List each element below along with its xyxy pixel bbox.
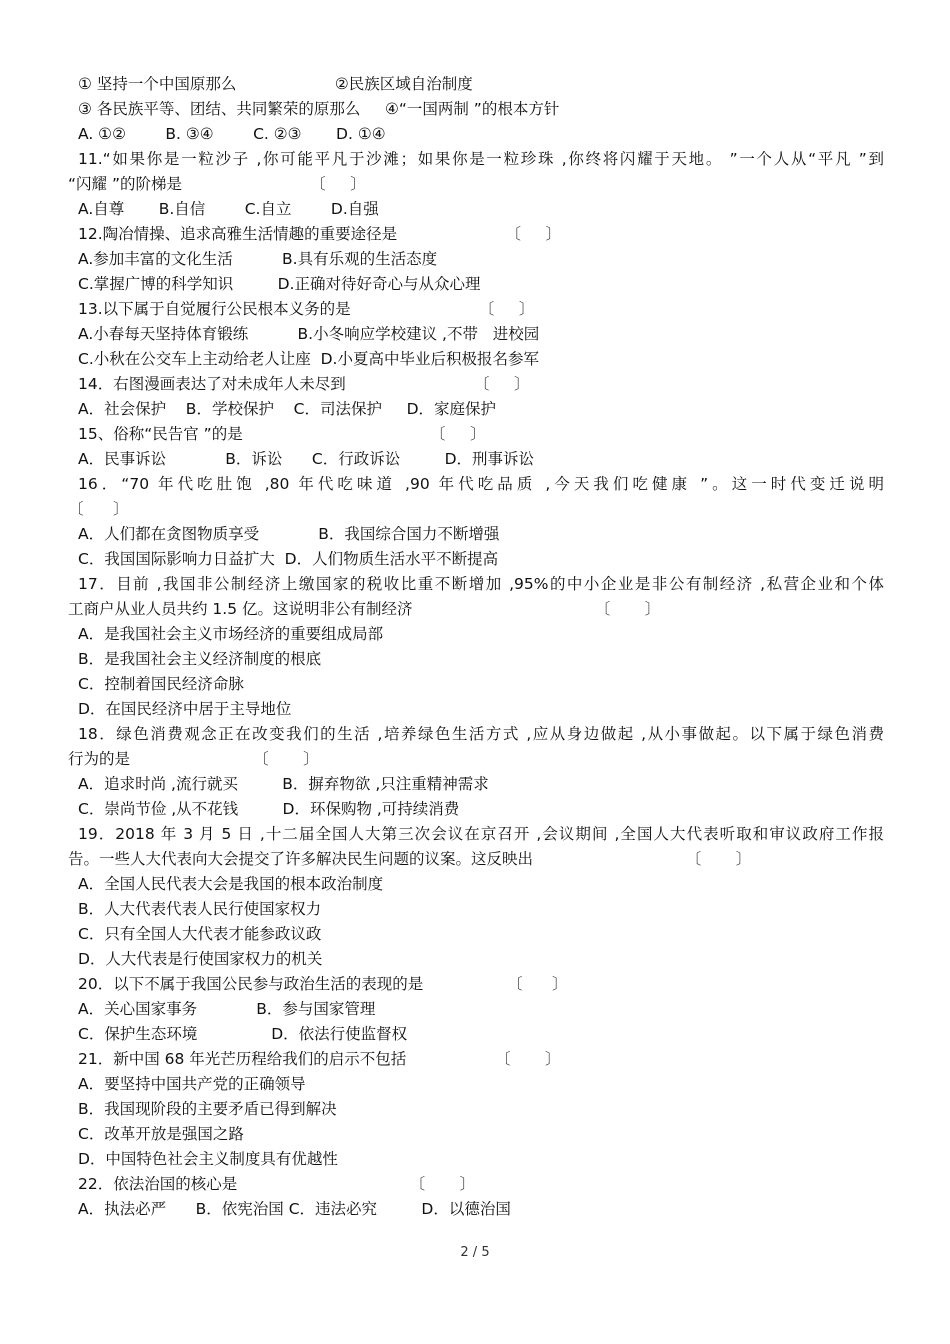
text-line: 11.“如果你是一粒沙子 ,你可能平凡于沙滩；如果你是一粒珍珠 ,你终将闪耀于天地。 ”一个人从“平凡 ”到 — [78, 150, 884, 168]
text-line: C.掌握广博的科学知识 D.正确对待好奇心与从众心理 — [78, 275, 481, 293]
text-line: 16．“70 年代吃肚饱 ,80 年代吃味道 ,90 年代吃品质 ,今天我们吃健康 ”。这一时代变迁说明 — [78, 475, 884, 493]
text-line: 告。一些人大代表向大会提交了许多解决民生问题的议案。这反映出 〔 〕 — [68, 850, 752, 868]
text-line: 〔 〕 — [68, 500, 129, 518]
text-line: A．社会保护 B．学校保护 C．司法保护 D．家庭保护 — [78, 400, 497, 418]
text-line: “闪耀 ”的阶梯是 〔 〕 — [68, 175, 366, 193]
text-line: D．在国民经济中居于主导地位 — [78, 700, 292, 718]
text-line: 14．右图漫画表达了对未成年人未尽到 〔 〕 — [78, 375, 530, 393]
text-line: ③ 各民族平等、团结、共同繁荣的原那么 ④“一国两制 ”的根本方针 — [78, 100, 560, 118]
text-line: 12.陶冶情操、追求高雅生活情趣的重要途径是 〔 〕 — [78, 225, 562, 243]
text-line: A.小春每天坚持体育锻练 B.小冬响应学校建议 ,不带 进校园 — [78, 325, 540, 343]
page-number: 2 / 5 — [460, 1245, 490, 1260]
text-line: ① 坚持一个中国原那么 ②民族区域自治制度 — [78, 75, 473, 93]
text-line: A．人们都在贪图物质享受 B．我国综合国力不断增强 — [78, 525, 500, 543]
text-line: C．我国国际影响力日益扩大 D．人们物质生活水平不断提高 — [78, 550, 499, 568]
text-line: 18．绿色消费观念正在改变我们的生活 ,培养绿色生活方式 ,应从身边做起 ,从小事做起。以下属于绿色消费 — [78, 725, 884, 743]
text-line: 19．2018 年 3 月 5 日 ,十二届全国人大第三次会议在京召开 ,会议期间 ,全国人大代表听取和审议政府工作报 — [78, 825, 884, 843]
text-line: A．民事诉讼 B．诉讼 C．行政诉讼 D．刑事诉讼 — [78, 450, 535, 468]
text-line: C．保护生态环境 D．依法行使监督权 — [78, 1025, 408, 1043]
text-line: 行为的是 〔 〕 — [68, 750, 319, 768]
text-line: 15、俗称“民告官 ”的是 〔 〕 — [78, 425, 486, 443]
text-line: B．我国现阶段的主要矛盾已得到解决 — [78, 1100, 337, 1118]
page-content — [68, 72, 884, 1222]
text-line: 22．依法治国的核心是 〔 〕 — [78, 1175, 476, 1193]
text-line: B．是我国社会主义经济制度的根底 — [78, 650, 322, 668]
text-line: 17．目前 ,我国非公制经济上缴国家的税收比重不断增加 ,95%的中小企业是非公有制经济 ,私营企业和个体 — [78, 575, 884, 593]
text-line: C．控制着国民经济命脉 — [78, 675, 244, 693]
text-line: C．崇尚节俭 ,从不花钱 D．环保购物 ,可持续消费 — [78, 800, 460, 818]
text-line: A．全国人民代表大会是我国的根本政治制度 — [78, 875, 384, 893]
text-line: D．人大代表是行使国家权力的机关 — [78, 950, 323, 968]
text-line: 工商户从业人员共约 1.5 亿。这说明非公有制经济 〔 〕 — [68, 600, 661, 618]
text-line: C.小秋在公交车上主动给老人让座 D.小夏高中毕业后积极报名参军 — [78, 350, 539, 368]
text-line: B．人大代表代表人民行使国家权力 — [78, 900, 322, 918]
text-line: A.自尊 B.自信 C.自立 D.自强 — [78, 200, 379, 218]
text-line: 20．以下不属于我国公民参与政治生活的表现的是 〔 〕 — [78, 975, 568, 993]
text-line: A. ①② B. ③④ C. ②③ D. ①④ — [78, 125, 386, 143]
text-line: 13.以下属于自觉履行公民根本义务的是 〔 〕 — [78, 300, 535, 318]
text-line: A．追求时尚 ,流行就买 B．摒弃物欲 ,只注重精神需求 — [78, 775, 489, 793]
text-line: D．中国特色社会主义制度具有优越性 — [78, 1150, 338, 1168]
text-line: A．是我国社会主义市场经济的重要组成局部 — [78, 625, 384, 643]
text-line: 21．新中国 68 年光芒历程给我们的启示不包括 〔 〕 — [78, 1050, 561, 1068]
text-line: A．要坚持中国共产党的正确领导 — [78, 1075, 306, 1093]
text-line: A.参加丰富的文化生活 B.具有乐观的生活态度 — [78, 250, 438, 268]
text-line: C．改革开放是强国之路 — [78, 1125, 244, 1143]
text-line: C．只有全国人大代表才能参政议政 — [78, 925, 322, 943]
text-line: A．执法必严 B．依宪治国 C．违法必究 D．以德治国 — [78, 1200, 511, 1218]
text-line: A．关心国家事务 B．参与国家管理 — [78, 1000, 376, 1018]
